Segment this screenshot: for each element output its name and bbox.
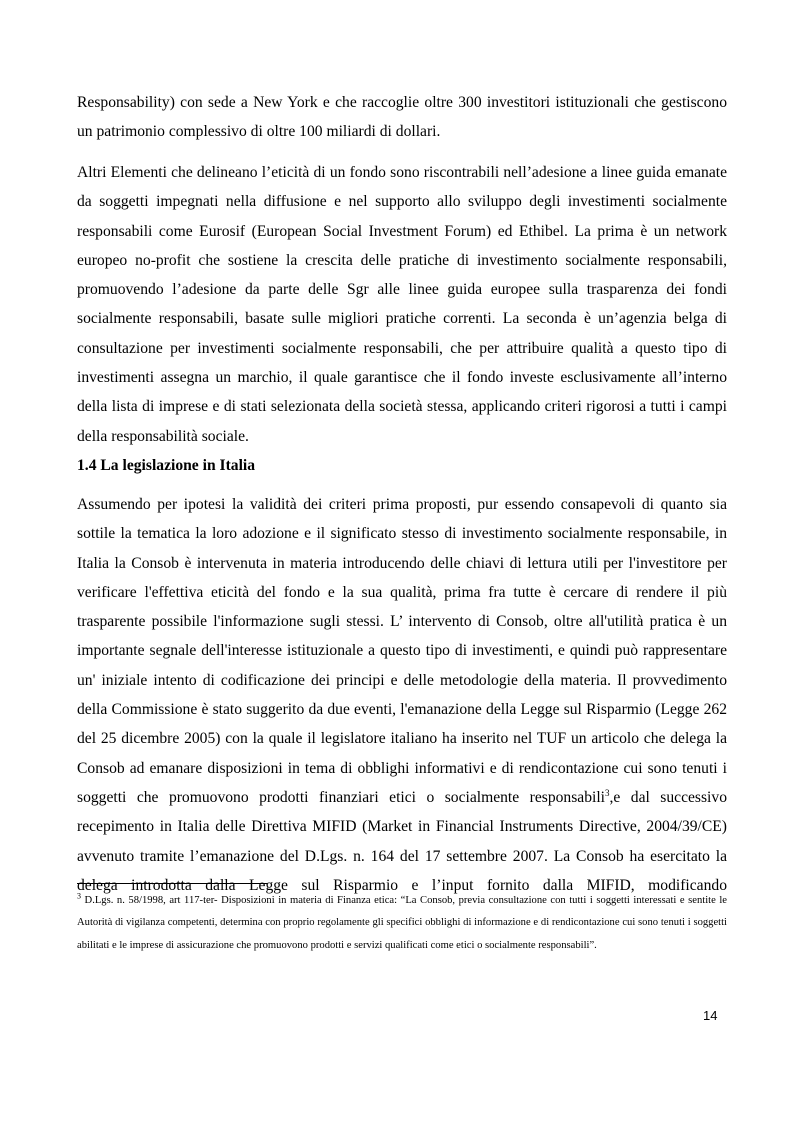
body-paragraph: Altri Elementi che delineano l’eticità di un fondo sono riscontrabili nell’adesione a linee guida emanate da soggetti impegnati nella diffusione e nel supporto allo sviluppo degli investimenti socialmente responsabili come Eurosif (European Social Investment Forum) ed Ethibel. La prima è un network europeo no-profit che sostiene la crescita delle pratiche di investimento socialmente responsabili, promuovendo l’adesione da parte delle Sgr alle linee guida europee sulla trasparenza dei fondi socialmente responsabili, basate sulle migliori pratiche correnti. La seconda è un’agenzia belga di consultazione per investimenti socialmente responsabili, che per attribuire qualità a questo tipo di investimenti assegna un marchio, il quale garantisce che il fondo investe esclusivamente all’interno della lista di imprese e di stati selezionata della società stessa, applicando criteri rigorosi a tutti i campi della responsabilità sociale. [77,164,727,445]
body-paragraph: Responsability) con sede a New York e che raccoglie oltre 300 investitori istituzionali che gestiscono un patrimonio complessivo di oltre 100 miliardi di dollari. [77,94,727,141]
footnote-divider [77,883,267,884]
footnote-reference: 3 [605,787,610,798]
body-paragraph [77,490,727,900]
paragraph-text: ,e dal successivo recepimento in Italia delle Direttiva MIFID (Market in Financial Instruments Directive, 2004/39/CE) avvenuto tramite l’emanazione del D.Lgs. n. 164 del 17 settembre 2007. La Consob ha esercitato la delega introdotta dalla Legge sul Risparmio e l’input fornito dalla MIFID, modificando [77,788,727,894]
paragraph-text: Assumendo per ipotesi la validità dei criteri prima proposti, pur essendo consapevoli di quanto sia sottile la tematica la loro adozione e il significato stesso di investimento socialmente responsabile, in Italia la Consob è intervenuta in materia introducendo delle chiavi di lettura utili per l'investitore per verificare l'effettiva eticità del fondo e la sua qualità, prima fra tutte è cercare di rendere il più trasparente possibile l'informazione sugli stessi. L’ intervento di Consob, oltre all'utilità pratica è un importante segnale dell'interesse istituzionale a questo tipo di investimenti, e quindi può rappresentare un' iniziale intento di codificazione dei principi e delle metodologie della materia. Il provvedimento della Commissione è stato suggerito da due eventi, l'emanazione della Legge sul Risparmio (Legge 262 del 25 dicembre 2005) con la quale il legislatore italiano ha inserito nel TUF un articolo che delega la Consob ad emanare disposizioni in tema di obblighi informativi e di rendicontazione cui sono tenuti i soggetti che promuovono prodotti finanziari etici o socialmente responsabili [77,496,727,806]
footnote [77,890,727,957]
section-heading: 1.4 La legislazione in Italia [77,457,256,474]
page-number: 14 [703,1008,718,1023]
footnote-number: 3 [77,891,81,901]
footnote-text: D.Lgs. n. 58/1998, art 117-ter- Disposizioni in materia di Finanza etica: “La Consob, previa consultazione con tutti i soggetti interessati e sentite le Autorità di vigilanza competenti, determina con proprio regolamente gli specifici obblighi di informazione e di rendicontazione cui sono tenuti i soggetti abilitati e le imprese di assicurazione che promuovono prodotti e servizi qualificati come etici o socialmente responsabili”. [77,895,727,951]
